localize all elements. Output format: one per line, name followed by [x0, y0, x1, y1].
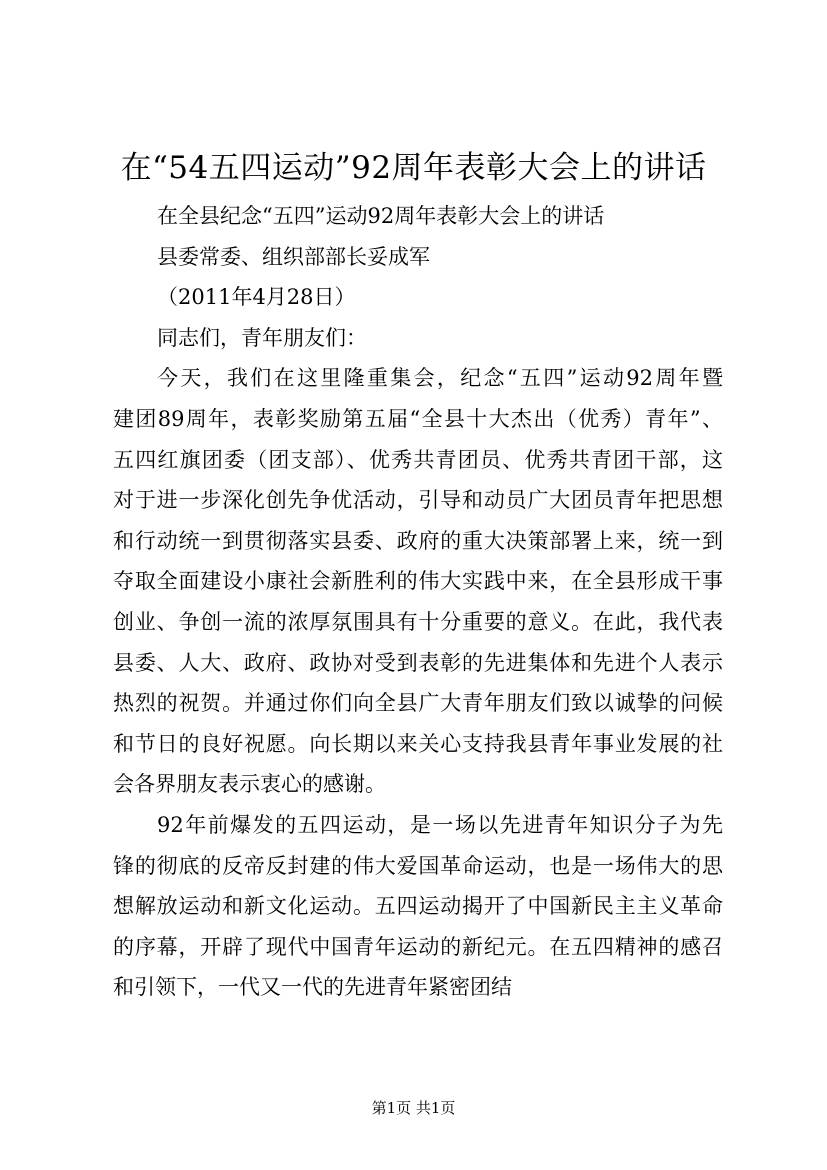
paragraph-line: 锋的彻底的反帝反封建的伟大爱国革命运动，也是一场伟大的思 — [113, 853, 723, 878]
paragraph-line: 今天，我们在这里隆重集会，纪念“五四”运动92周年暨 — [157, 366, 723, 391]
page-footer: 第1页 共1页 — [371, 1099, 456, 1117]
document-body — [113, 196, 723, 1008]
paragraph-line: 会各界朋友表示衷心的感谢。 — [113, 772, 386, 797]
paragraph-line: 92年前爆发的五四运动，是一场以先进青年知识分子为先 — [157, 812, 723, 837]
document-title: 在“54五四运动”92周年表彰大会上的讲话 — [120, 150, 707, 186]
paragraph-line: 创业、争创一流的浓厚氛围具有十分重要的意义。在此，我代表 — [113, 609, 723, 634]
paragraph-line: 夺取全面建设小康社会新胜利的伟大实践中来，在全县形成干事 — [113, 569, 723, 594]
paragraph-line: 的序幕，开辟了现代中国青年运动的新纪元。在五四精神的感召 — [113, 934, 723, 959]
paragraph-line: 和引领下，一代又一代的先进青年紧密团结 — [113, 975, 512, 1000]
paragraph-line: 想解放运动和新文化运动。五四运动揭开了中国新民主主义革命 — [113, 894, 723, 919]
date-line: （2011年4月28日） — [157, 285, 356, 310]
paragraph-1 — [113, 358, 723, 805]
paragraph-line: 建团89周年，表彰奖励第五届“全县十大杰出（优秀）青年”、 — [113, 406, 723, 431]
paragraph-2 — [113, 805, 723, 1008]
paragraph-line: 和行动统一到贯彻落实县委、政府的重大决策部署上来，统一到 — [113, 528, 723, 553]
paragraph-line: 对于进一步深化创先争优活动，引导和动员广大团员青年把思想 — [113, 488, 723, 513]
paragraph-line: 热烈的祝贺。并通过你们向全县广大青年朋友们致以诚挚的问候 — [113, 691, 723, 716]
paragraph-line: 县委、人大、政府、政协对受到表彰的先进集体和先进个人表示 — [113, 650, 723, 675]
paragraph-line: 五四红旗团委（团支部）、优秀共青团员、优秀共青团干部，这 — [113, 447, 723, 472]
paragraph-line: 和节日的良好祝愿。向长期以来关心支持我县青年事业发展的社 — [113, 731, 723, 756]
speaker-line: 县委常委、组织部部长妥成军 — [157, 244, 430, 269]
salutation-line: 同志们，青年朋友们： — [157, 325, 367, 350]
subtitle-line: 在全县纪念“五四”运动92周年表彰大会上的讲话 — [157, 204, 605, 228]
